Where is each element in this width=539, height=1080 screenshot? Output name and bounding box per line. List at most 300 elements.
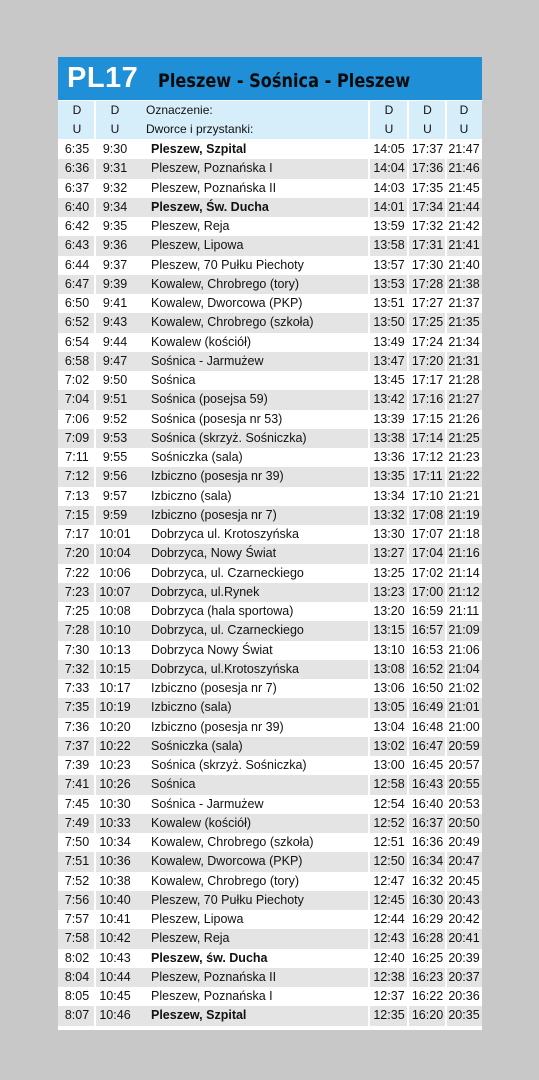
departure-time-2: 9:55 [102, 450, 128, 464]
stop-name: Dobrzyca, ul.Krotoszyńska [151, 661, 299, 676]
stop-name: Sośnica - Jarmużew [151, 796, 264, 811]
col-ret1-marker-top: D [384, 103, 394, 117]
return-time-3: 21:23 [448, 450, 480, 464]
table-row [58, 564, 482, 583]
return-time-3: 21:04 [448, 661, 480, 676]
return-time-1: 12:44 [373, 912, 405, 926]
return-time-2: 17:34 [411, 199, 444, 214]
table-row [58, 429, 482, 448]
stop-name: Sośnica [151, 777, 196, 792]
column-divider [445, 101, 447, 1030]
departure-time-2: 10:23 [99, 758, 131, 772]
return-time-2: 17:36 [411, 161, 444, 176]
stop-name: Izbiczno (posesja nr 7) [151, 507, 277, 522]
return-time-2: 16:59 [411, 604, 444, 618]
return-time-1: 12:51 [373, 835, 405, 849]
column-divider [368, 101, 370, 1030]
departure-time-2: 9:37 [102, 257, 128, 272]
return-time-1: 13:20 [373, 604, 405, 618]
stop-name: Sośnica (posesja nr 53) [151, 411, 283, 426]
return-time-2: 16:28 [411, 931, 444, 946]
return-time-1: 13:25 [373, 565, 405, 580]
departure-time-2: 10:33 [99, 815, 131, 830]
return-time-3: 20:50 [448, 815, 480, 830]
return-time-1: 13:06 [373, 681, 405, 695]
stop-name: Kowalew, Chrobrego (tory) [151, 873, 299, 888]
departure-time-2: 9:52 [102, 411, 128, 426]
departure-time-2: 9:34 [102, 199, 128, 214]
return-time-2: 16:52 [411, 661, 444, 676]
return-time-2: 17:04 [411, 546, 444, 561]
return-time-2: 17:02 [411, 565, 444, 580]
stop-name: Kowalew, Chrobrego (szkoła) [151, 315, 314, 330]
return-time-2: 17:24 [411, 334, 444, 349]
departure-time-2: 10:43 [99, 950, 131, 965]
stop-name: Pleszew, Poznańska II [151, 969, 277, 984]
departure-time-1: 8:02 [64, 950, 90, 965]
table-row [58, 660, 482, 679]
departure-time-1: 6:54 [64, 334, 90, 349]
table-row [58, 256, 482, 275]
return-time-3: 21:41 [448, 238, 480, 253]
return-time-2: 16:48 [411, 719, 444, 734]
return-time-1: 13:57 [373, 257, 405, 272]
return-time-1: 13:47 [373, 353, 405, 368]
return-time-2: 16:34 [411, 854, 444, 869]
col-ret3-marker-top: D [459, 103, 469, 117]
return-time-1: 13:36 [373, 450, 405, 464]
return-time-3: 20:53 [448, 796, 480, 811]
departure-time-1: 7:45 [64, 796, 90, 811]
col-dep2-marker-top: D [110, 103, 120, 117]
return-time-3: 21:26 [448, 411, 480, 426]
departure-time-2: 9:43 [102, 315, 128, 330]
return-time-1: 12:54 [373, 796, 405, 811]
return-time-1: 12:58 [373, 777, 405, 792]
return-time-1: 13:32 [373, 507, 405, 522]
departure-time-1: 6:40 [64, 199, 90, 214]
return-time-1: 12:43 [373, 931, 405, 946]
return-time-2: 16:32 [411, 873, 444, 888]
return-time-2: 17:08 [411, 507, 444, 522]
return-time-3: 20:41 [448, 931, 480, 946]
return-time-2: 17:37 [411, 142, 444, 156]
return-time-3: 21:11 [448, 604, 480, 618]
stop-name: Sośnica (posejsa 59) [151, 392, 268, 407]
return-time-3: 21:35 [448, 315, 480, 330]
table-row [58, 775, 482, 794]
return-time-2: 16:49 [411, 700, 444, 715]
col-stop-label-line1: Oznaczenie: [146, 103, 213, 117]
departure-time-1: 7:32 [64, 661, 90, 676]
stop-name: Kowalew, Chrobrego (tory) [151, 276, 299, 291]
return-time-1: 13:10 [373, 642, 405, 657]
stop-name: Sośniczka (sala) [151, 738, 243, 753]
departure-time-2: 9:51 [102, 392, 128, 407]
stop-name: Kowalew, Dworcowa (PKP) [151, 296, 303, 310]
table-row [58, 698, 482, 717]
column-divider [94, 101, 96, 1030]
departure-time-2: 10:06 [99, 565, 131, 580]
col-ret1-marker-bottom: U [384, 122, 394, 136]
table-header [58, 101, 482, 139]
stop-name: Dobrzyca, ul. Czarneckiego [151, 623, 304, 638]
departure-time-2: 9:39 [102, 276, 128, 291]
return-time-3: 21:19 [448, 507, 480, 522]
table-row [58, 487, 482, 506]
return-time-3: 20:42 [448, 912, 480, 926]
return-time-2: 17:16 [411, 392, 444, 407]
departure-time-2: 9:59 [102, 507, 128, 522]
return-time-1: 12:35 [373, 1008, 405, 1023]
departure-time-2: 10:30 [99, 796, 131, 811]
departure-time-2: 10:36 [99, 854, 131, 869]
table-row [58, 852, 482, 871]
timetable-card [58, 57, 482, 1030]
departure-time-1: 7:49 [64, 815, 90, 830]
return-time-1: 13:30 [373, 527, 405, 541]
return-time-2: 17:28 [411, 276, 444, 291]
departure-time-2: 10:08 [99, 604, 131, 618]
table-row [58, 949, 482, 968]
table-row [58, 159, 482, 178]
table-row [58, 641, 482, 660]
departure-time-1: 7:52 [64, 873, 90, 888]
table-row [58, 756, 482, 775]
table-row [58, 544, 482, 563]
return-time-1: 13:23 [373, 584, 405, 599]
return-time-1: 13:15 [373, 623, 405, 638]
stop-name: Kowalew (kościół) [151, 334, 252, 349]
departure-time-2: 9:41 [102, 296, 128, 310]
return-time-2: 17:11 [412, 469, 443, 484]
return-time-1: 13:35 [373, 469, 405, 484]
col-ret2-marker-bottom: U [423, 122, 432, 136]
return-time-2: 16:45 [411, 758, 444, 772]
return-time-2: 16:30 [411, 892, 444, 907]
return-time-2: 16:50 [411, 681, 444, 695]
return-time-3: 21:46 [448, 161, 480, 176]
stop-name: Dobrzyca Nowy Świat [151, 642, 273, 657]
return-time-2: 16:47 [411, 738, 444, 753]
return-time-1: 13:00 [373, 758, 405, 772]
return-time-3: 21:12 [448, 584, 480, 599]
return-time-3: 21:01 [448, 700, 480, 715]
departure-time-1: 7:22 [64, 565, 90, 580]
departure-time-1: 6:42 [64, 219, 90, 233]
return-time-2: 17:00 [411, 584, 444, 599]
table-row [58, 525, 482, 544]
return-time-1: 14:01 [373, 199, 405, 214]
table-row [58, 1006, 482, 1025]
stop-name: Pleszew, Poznańska II [151, 180, 277, 195]
stop-name: Dobrzyca ul. Krotoszyńska [151, 527, 299, 541]
departure-time-2: 10:17 [99, 681, 131, 695]
departure-time-1: 7:37 [64, 738, 90, 753]
return-time-3: 20:55 [448, 777, 480, 792]
departure-time-1: 7:25 [64, 604, 90, 618]
return-time-1: 13:27 [373, 546, 405, 561]
return-time-2: 16:43 [411, 777, 444, 792]
departure-time-1: 7:58 [64, 931, 90, 946]
return-time-3: 20:47 [448, 854, 480, 869]
col-ret2-marker-top: D [423, 103, 432, 117]
return-time-3: 20:37 [448, 969, 480, 984]
return-time-3: 21:14 [448, 565, 480, 580]
return-time-3: 21:16 [448, 546, 480, 561]
stop-name: Sośnica (skrzyż. Sośniczka) [151, 758, 307, 772]
table-row [58, 891, 482, 910]
return-time-2: 16:40 [411, 796, 444, 811]
return-time-3: 21:37 [448, 296, 480, 310]
departure-time-1: 7:13 [64, 488, 90, 503]
departure-time-1: 7:57 [64, 912, 90, 926]
stop-name: Pleszew, Poznańska I [151, 989, 273, 1003]
departure-time-2: 9:36 [102, 238, 128, 253]
stop-name: Pleszew, Szpital [151, 142, 247, 156]
return-time-2: 17:35 [411, 180, 444, 195]
table-row [58, 333, 482, 352]
stop-name: Sośnica - Jarmużew [151, 353, 264, 368]
departure-time-2: 10:38 [99, 873, 131, 888]
return-time-3: 21:00 [448, 719, 480, 734]
stop-name: Kowalew (kościół) [151, 815, 252, 830]
table-row [58, 506, 482, 525]
return-time-2: 16:25 [411, 950, 444, 965]
departure-time-2: 10:41 [99, 912, 131, 926]
stop-name: Sośnica [151, 373, 196, 387]
departure-time-1: 7:51 [64, 854, 90, 869]
stop-name: Pleszew, 70 Pułku Piechoty [151, 892, 304, 907]
table-row [58, 833, 482, 852]
table-row [58, 236, 482, 255]
return-time-3: 20:39 [448, 950, 480, 965]
return-time-2: 17:12 [411, 450, 444, 464]
return-time-1: 13:38 [373, 430, 405, 445]
return-time-2: 17:07 [411, 527, 444, 541]
stop-name: Pleszew, Lipowa [151, 238, 244, 253]
return-time-3: 21:09 [448, 623, 480, 638]
departure-time-1: 7:30 [64, 642, 90, 657]
table-row [58, 371, 482, 390]
return-time-2: 17:10 [411, 488, 444, 503]
departure-time-1: 6:47 [64, 276, 90, 291]
departure-time-1: 6:36 [64, 161, 90, 176]
return-time-1: 13:39 [373, 411, 405, 426]
departure-time-1: 7:39 [64, 758, 90, 772]
return-time-1: 13:50 [373, 315, 405, 330]
table-row [58, 679, 482, 698]
departure-time-1: 6:35 [64, 142, 90, 156]
route-banner [58, 57, 482, 100]
departure-time-1: 7:35 [64, 700, 90, 715]
departure-time-1: 7:56 [64, 892, 90, 907]
stop-name: Pleszew, Poznańska I [151, 161, 273, 176]
return-time-1: 13:49 [373, 334, 405, 349]
return-time-2: 17:14 [411, 430, 444, 445]
col-dep2-marker-bottom: U [110, 122, 120, 136]
table-row [58, 275, 482, 294]
stop-name: Pleszew, Szpital [151, 1008, 247, 1023]
stop-name: Pleszew, 70 Pułku Piechoty [151, 257, 304, 272]
return-time-1: 12:38 [373, 969, 405, 984]
return-time-3: 21:45 [448, 180, 480, 195]
stop-name: Izbiczno (posesja nr 39) [151, 469, 284, 484]
departure-time-1: 7:17 [64, 527, 90, 541]
departure-time-2: 10:22 [99, 738, 131, 753]
departure-time-1: 8:07 [64, 1008, 90, 1023]
departure-time-1: 7:09 [64, 430, 90, 445]
return-time-1: 13:34 [373, 488, 405, 503]
departure-time-1: 7:11 [65, 450, 89, 464]
table-row [58, 217, 482, 236]
table-row [58, 448, 482, 467]
departure-time-2: 10:45 [99, 989, 131, 1003]
return-time-3: 21:34 [448, 334, 480, 349]
return-time-2: 17:20 [411, 353, 444, 368]
departure-time-2: 10:26 [99, 777, 131, 792]
table-row [58, 929, 482, 948]
return-time-3: 21:18 [448, 527, 480, 541]
return-time-3: 20:57 [448, 758, 480, 772]
return-time-3: 21:28 [448, 373, 480, 387]
return-time-1: 13:53 [373, 276, 405, 291]
departure-time-1: 8:04 [64, 969, 90, 984]
return-time-1: 12:52 [373, 815, 405, 830]
departure-time-2: 9:50 [102, 373, 128, 387]
stop-name: Pleszew, Reja [151, 219, 230, 233]
return-time-3: 21:44 [448, 199, 480, 214]
col-stop-label-line2: Dworce i przystanki: [146, 122, 254, 136]
departure-time-2: 9:53 [102, 430, 128, 445]
return-time-2: 16:37 [411, 815, 444, 830]
return-time-1: 13:58 [373, 238, 405, 253]
departure-time-2: 10:07 [99, 584, 131, 599]
table-row [58, 294, 482, 313]
return-time-3: 20:43 [448, 892, 480, 907]
stop-name: Sośnica (skrzyż. Sośniczka) [151, 430, 307, 445]
stop-name: Kowalew, Chrobrego (szkoła) [151, 835, 314, 849]
stop-name: Dobrzyca, ul.Rynek [151, 584, 260, 599]
table-row [58, 910, 482, 929]
departure-time-2: 10:42 [99, 931, 131, 946]
departure-time-2: 10:10 [99, 623, 131, 638]
return-time-3: 20:36 [448, 989, 480, 1003]
return-time-3: 21:21 [448, 488, 480, 503]
return-time-2: 17:30 [411, 257, 444, 272]
table-row [58, 198, 482, 217]
table-row [58, 987, 482, 1006]
column-divider [407, 101, 409, 1030]
table-row [58, 390, 482, 409]
departure-time-2: 10:20 [99, 719, 131, 734]
stop-name: Sośniczka (sala) [151, 450, 243, 464]
return-time-3: 21:47 [448, 142, 480, 156]
departure-time-1: 7:06 [64, 411, 90, 426]
stop-name: Izbiczno (posesja nr 39) [151, 719, 284, 734]
return-time-2: 17:25 [411, 315, 444, 330]
return-time-2: 17:32 [411, 219, 444, 233]
departure-time-2: 10:01 [99, 527, 131, 541]
return-time-3: 21:02 [448, 681, 480, 695]
route-title: Pleszew - Sośnica - Pleszew [158, 70, 411, 92]
departure-time-2: 10:40 [99, 892, 131, 907]
return-time-2: 17:15 [411, 411, 444, 426]
departure-time-1: 7:20 [64, 546, 90, 561]
stop-name: Pleszew, św. Ducha [151, 950, 268, 965]
departure-time-2: 10:04 [99, 546, 131, 561]
departure-time-1: 7:50 [64, 835, 90, 849]
table-row [58, 352, 482, 371]
return-time-1: 12:40 [373, 950, 405, 965]
stop-name: Dobrzyca (hala sportowa) [151, 604, 294, 618]
departure-time-2: 10:19 [99, 700, 131, 715]
return-time-3: 21:38 [448, 276, 480, 291]
departure-time-1: 8:05 [64, 989, 90, 1003]
return-time-1: 13:51 [373, 296, 405, 310]
return-time-1: 12:45 [373, 892, 405, 907]
return-time-3: 21:27 [448, 392, 480, 407]
return-time-1: 13:04 [373, 719, 405, 734]
departure-time-1: 7:33 [64, 681, 90, 695]
return-time-1: 13:59 [373, 219, 405, 233]
departure-time-2: 10:46 [99, 1008, 131, 1023]
departure-time-1: 7:12 [64, 469, 90, 484]
departure-time-1: 6:50 [64, 296, 90, 310]
return-time-2: 17:31 [411, 238, 444, 253]
table-row [58, 737, 482, 756]
return-time-3: 21:40 [448, 257, 480, 272]
return-time-1: 13:42 [373, 392, 405, 407]
stop-name: Izbiczno (sala) [151, 700, 232, 715]
return-time-3: 21:22 [448, 469, 480, 484]
departure-time-1: 6:43 [64, 238, 90, 253]
departure-time-2: 10:34 [99, 835, 131, 849]
return-time-1: 13:02 [373, 738, 405, 753]
stop-name: Dobrzyca, Nowy Świat [151, 546, 277, 561]
table-row [58, 602, 482, 621]
table-row [58, 179, 482, 198]
table-row [58, 872, 482, 891]
departure-time-1: 7:02 [64, 373, 90, 387]
departure-time-1: 6:37 [64, 180, 90, 195]
stop-name: Kowalew, Dworcowa (PKP) [151, 854, 303, 869]
departure-time-2: 10:44 [99, 969, 131, 984]
return-time-2: 16:53 [411, 642, 444, 657]
departure-time-2: 9:30 [102, 142, 128, 156]
departure-time-2: 9:35 [102, 219, 128, 233]
table-row [58, 621, 482, 640]
table-row [58, 410, 482, 429]
stop-name: Pleszew, Lipowa [151, 912, 244, 926]
table-row [58, 968, 482, 987]
table-row [58, 718, 482, 737]
stop-name: Dobrzyca, ul. Czarneckiego [151, 565, 304, 580]
departure-time-2: 9:31 [102, 161, 128, 176]
departure-time-2: 9:56 [102, 469, 128, 484]
table-row [58, 795, 482, 814]
return-time-3: 20:45 [448, 873, 480, 888]
stop-name: Izbiczno (posesja nr 7) [151, 681, 277, 695]
return-time-2: 16:22 [411, 989, 444, 1003]
return-time-1: 13:45 [373, 373, 405, 387]
table-row [58, 140, 482, 159]
stop-name: Pleszew, Św. Ducha [151, 199, 269, 214]
stop-name: Izbiczno (sala) [151, 488, 232, 503]
table-row [58, 583, 482, 602]
return-time-2: 16:23 [411, 969, 444, 984]
return-time-3: 21:31 [448, 353, 480, 368]
